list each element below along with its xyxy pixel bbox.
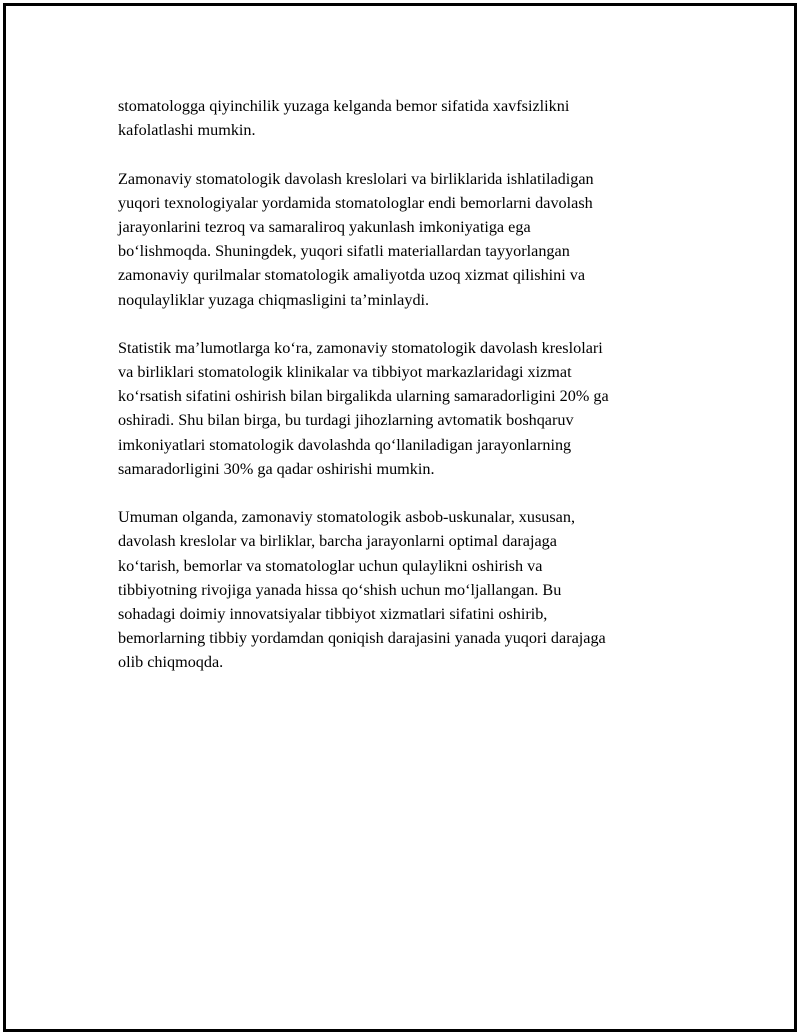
paragraph-2: [118, 167, 688, 312]
text-line: tibbiyotning rivojiga yanada hissa qo‘shish uchun mo‘ljallangan. Bu: [118, 580, 562, 599]
text-line: bemorlarning tibbiy yordamdan qoniqish darajasini yanada yuqori darajaga: [118, 629, 606, 648]
text-line: sohadagi doimiy innovatsiyalar tibbiyot xizmatlari sifatini oshirib,: [118, 604, 548, 623]
text-line: yuqori texnologiyalar yordamida stomatologlar endi bemorlarni davolash: [118, 193, 593, 212]
text-line: jarayonlarini tezroq va samaraliroq yakunlash imkoniyatiga ega: [118, 217, 531, 236]
text-line: noqulayliklar yuzaga chiqmasligini ta’minlaydi.: [118, 290, 430, 309]
text-line: olib chiqmoqda.: [118, 653, 224, 672]
text-line: imkoniyatlari stomatologik davolashda qo‘llaniladigan jarayonlarning: [118, 435, 572, 454]
document-body: [118, 94, 688, 675]
text-line: bo‘lishmoqda. Shuningdek, yuqori sifatli materiallardan tayyorlangan: [118, 242, 570, 261]
paragraph-3: [118, 336, 688, 481]
text-line: stomatologga qiyinchilik yuzaga kelganda bemor sifatida xavfsizlikni: [118, 97, 570, 115]
text-line: Zamonaviy stomatologik davolash kreslolari va birliklarida ishlatiladigan: [118, 169, 594, 188]
paragraph-4: [118, 505, 688, 674]
text-line: davolash kreslolar va birliklar, barcha jarayonlarni optimal darajaga: [118, 532, 557, 551]
paragraph-spacer: [118, 142, 688, 166]
text-line: Statistik ma’lumotlarga ko‘ra, zamonaviy stomatologik davolash kreslolari: [118, 338, 603, 357]
text-line: va birliklari stomatologik klinikalar va tibbiyot markazlaridagi xizmat: [118, 363, 572, 382]
text-line: kafolatlashi mumkin.: [118, 121, 256, 140]
text-line: oshiradi. Shu bilan birga, bu turdagi jihozlarning avtomatik boshqaruv: [118, 411, 574, 430]
text-line: ko‘tarish, bemorlar va stomatologlar uchun qulaylikni oshirish va: [118, 556, 543, 575]
paragraph-spacer: [118, 481, 688, 505]
text-line: ko‘rsatish sifatini oshirish bilan birgalikda ularning samaradorligini 20% ga: [118, 387, 609, 406]
text-line: samaradorligini 30% ga qadar oshirishi mumkin.: [118, 459, 435, 478]
text-line: Umuman olganda, zamonaviy stomatologik asbob-uskunalar, xususan,: [118, 508, 576, 527]
paragraph-1: [118, 94, 688, 142]
paragraph-spacer: [118, 312, 688, 336]
text-line: zamonaviy qurilmalar stomatologik amaliyotda uzoq xizmat qilishini va: [118, 266, 586, 285]
